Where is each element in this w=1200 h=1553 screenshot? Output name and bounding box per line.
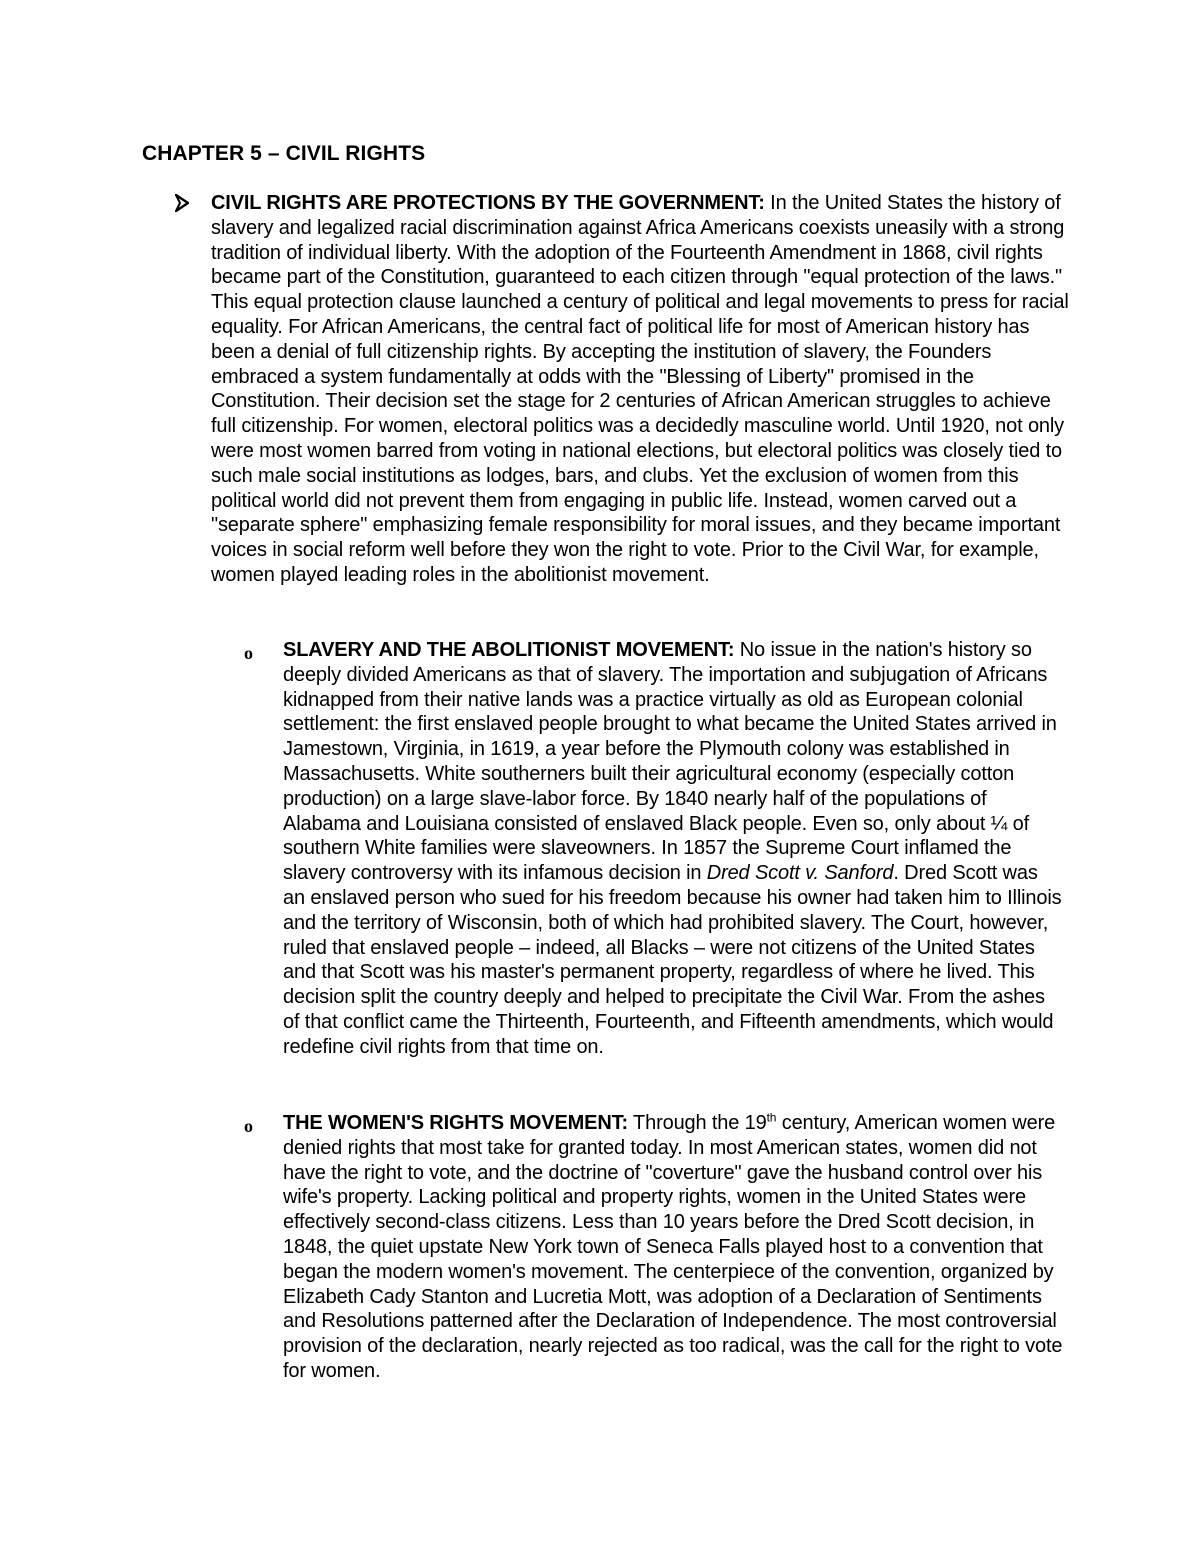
slavery-heading: SLAVERY AND THE ABOLITIONIST MOVEMENT: (283, 639, 735, 661)
sub-bullet-marker: o (244, 1116, 253, 1136)
slavery-body-part2: . Dred Scott was an enslaved person who sued for his freedom because his owner had taken him to Illinois and the territory of Wisconsin, both of which had prohibited slavery. The Court, however, ruled that enslaved people – indeed, all Blacks – were not citizens of the United States and that Scott was his master's permanent property, regardless of where he lived. This decision split the country deeply and helped to precipitate the Civil War. From the ashes of that conflict came the Thirteenth, Fourteenth, and Fifteenth amendments, which would redefine civil rights from that time on. (283, 862, 1062, 1058)
main-bullet-body: In the United States the history of slavery and legalized racial discrimination against Africa Americans coexists uneasily with a strong tradition of individual liberty. With the adoption of the Fourteenth Amendment in 1868, civil rights became part of the Constitution, guaranteed to each citizen through "equal protection of the laws." This equal protection clause launched a century of political and legal movements to press for racial equality. For African Americans, the central fact of political life for most of American history has been a denial of full citizenship rights. By accepting the institution of slavery, the Founders embraced a system fundamentally at odds with the "Blessing of Liberty" promised in the Constitution. Their decision set the stage for 2 centuries of African American struggles to achieve full citizenship. For women, electoral politics was a decidedly masculine world. Until 1920, not only were most women barred from voting in national elections, but electoral politics was closely tied to such male social institutions as lodges, bars, and clubs. Yet the exclusion of women from this political world did not prevent them from engaging in public life. Instead, women carved out a "separate sphere" emphasizing female responsibility for moral issues, and they became important voices in social reform well before they won the right to vote. Prior to the Civil War, for example, women played leading roles in the abolitionist movement. (211, 192, 1069, 586)
case-name: Dred Scott v. Sanford (706, 862, 894, 885)
womens-rights-paragraph (283, 1111, 1063, 1384)
womens-rights-heading: THE WOMEN'S RIGHTS MOVEMENT: (283, 1112, 628, 1134)
arrow-bullet-icon (175, 194, 189, 212)
ordinal-superscript: th (766, 1110, 777, 1125)
womens-rights-body-part1: Through the 19 (628, 1112, 767, 1134)
womens-rights-body-part2: century, American women were denied rights that most take for granted today. In most American states, women did not have the right to vote, and the doctrine of "coverture" gave the husband control over his wife's property. Lacking political and property rights, women in the United States were effectively second-class citizens. Less than 10 years before the Dred Scott decision, in 1848, the quiet upstate New York town of Seneca Falls played host to a convention that began the modern women's movement. The centerpiece of the convention, organized by Elizabeth Cady Stanton and Lucretia Mott, was adoption of a Declaration of Sentiments and Resolutions patterned after the Declaration of Independence. The most controversial provision of the declaration, nearly rejected as too radical, was the call for the right to vote for women. (283, 1112, 1063, 1382)
slavery-body-part1: No issue in the nation's history so deeply divided Americans as that of slavery. The importation and subjugation of Africans kidnapped from their native lands was a practice virtually as old as European colonial settlement: the first enslaved people brought to what became the United States arrived in Jamestown, Virginia, in 1619, a year before the Plymouth colony was established in Massachusetts. White southerners built their agricultural economy (especially cotton production) on a large slave-labor force. By 1840 nearly half of the populations of Alabama and Louisiana consisted of enslaved Black people. Even so, only about ¼ of southern White families were slaveowners. In 1857 the Supreme Court inflamed the slavery controversy with its infamous decision in (283, 639, 1057, 885)
main-bullet-heading: CIVIL RIGHTS ARE PROTECTIONS BY THE GOVERNMENT: (211, 192, 765, 214)
chapter-title: CHAPTER 5 – CIVIL RIGHTS (142, 142, 426, 165)
sub-bullet-marker: o (244, 643, 253, 663)
slavery-paragraph (283, 638, 1063, 1060)
main-bullet-paragraph (211, 191, 1071, 588)
